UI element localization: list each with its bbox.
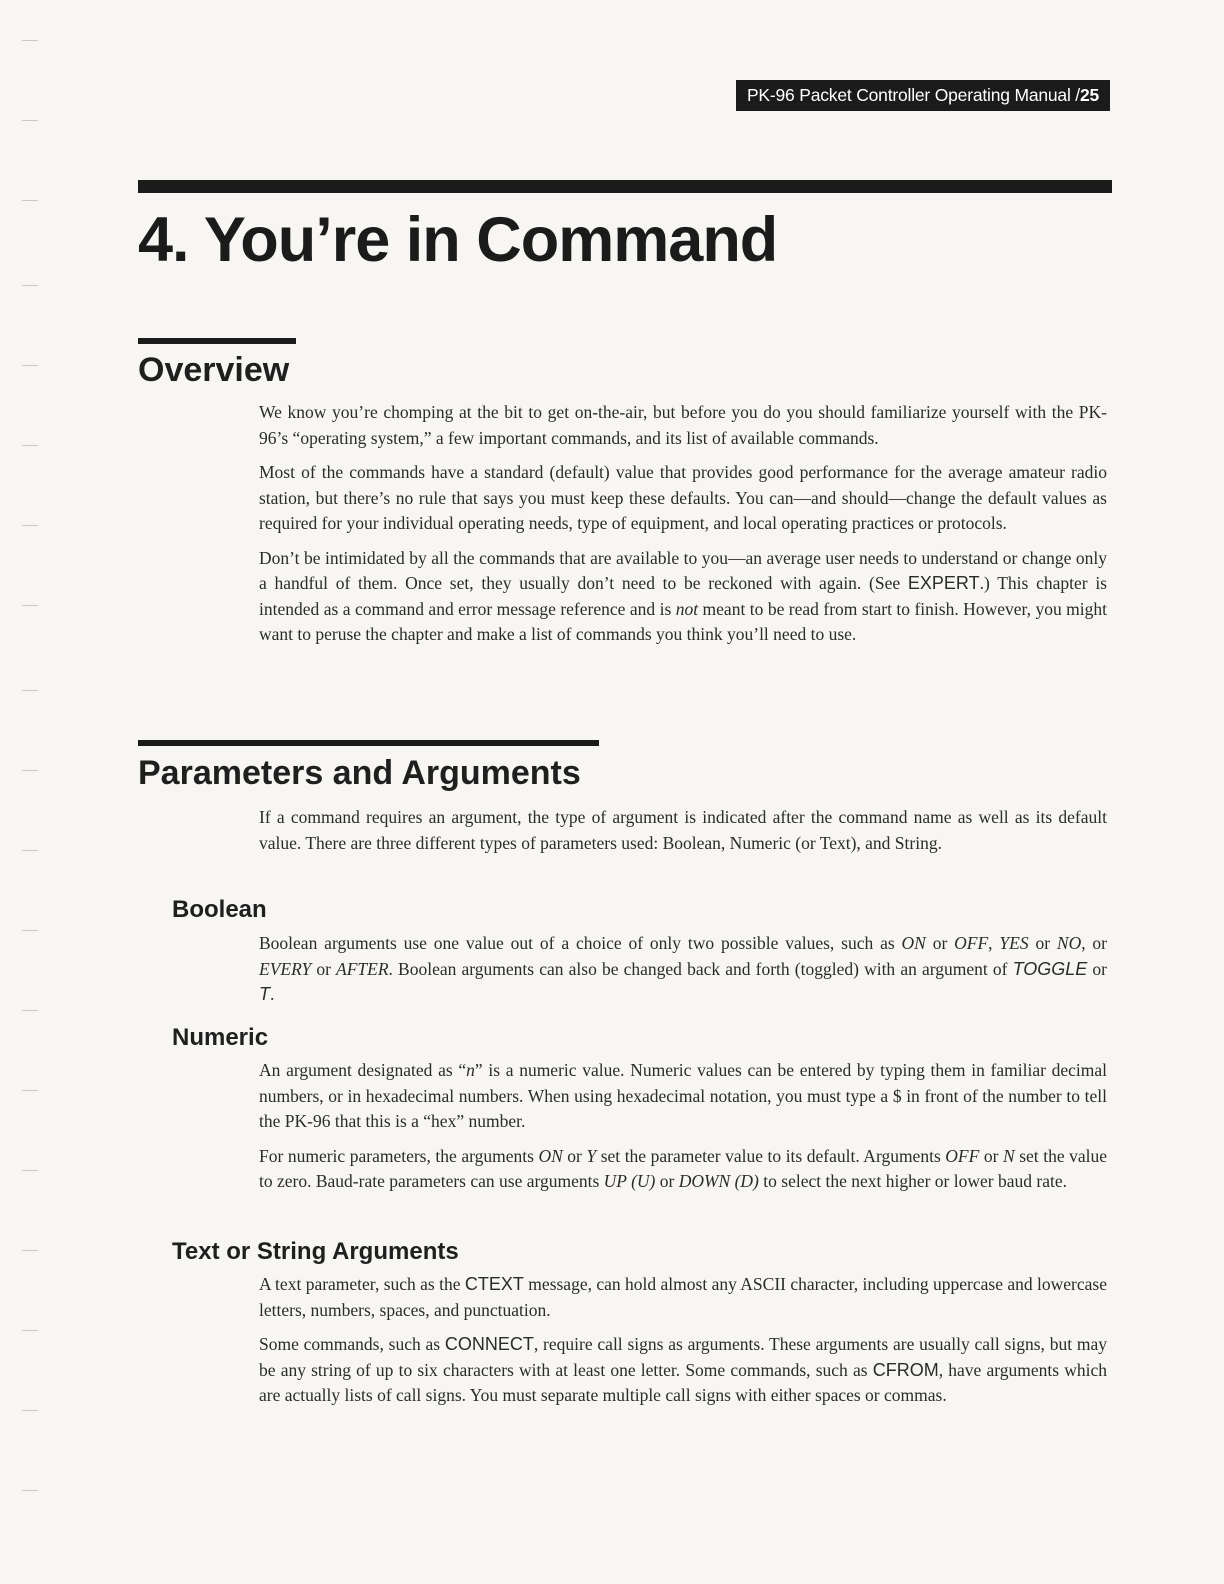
paragraph: Boolean arguments use one value out of a choice of only two possible values, such as ON or OFF, YES or NO, or EVERY or AFTER. Boolean arguments can also be changed back and forth (toggled) with an argument of TOGGLE or T. (259, 933, 1108, 1004)
parameters-body (259, 805, 1107, 865)
chapter-title: 4. You’re in Command (138, 205, 778, 275)
command-name: EXPERT (907, 573, 980, 593)
subsection-title-numeric: Numeric (172, 1024, 269, 1051)
paragraph: An argument designated as “n” is a numeric value. Numeric values can be entered by typing them in familiar decimal numbers, or in hexadecimal numbers. When using hexadecimal notation, you must type a $ in front of the number to tell the PK-96 that this is a “hex” number. (259, 1060, 1107, 1131)
paragraph: Some commands, such as CONNECT, require call signs as arguments. These arguments are usually call signs, but may be any string of up to six characters with at least one letter. Some commands, such as CFROM, have arguments which are actually lists of call signs. You must separate multiple call signs with either spaces or commas. (259, 1334, 1107, 1405)
running-header (736, 80, 1110, 111)
paragraph: A text parameter, such as the CTEXT message, can hold almost any ASCII character, including uppercase and lowercase letters, numbers, spaces, and punctuation. (259, 1274, 1107, 1320)
text-body (259, 1272, 1107, 1418)
command-name: CFROM (872, 1359, 939, 1380)
paragraph: If a command requires an argument, the type of argument is indicated after the command name as well as its default value. There are three different types of parameters used: Boolean, Numeric (or Text), and String. (259, 807, 1107, 853)
section-title-parameters: Parameters and Arguments (138, 754, 581, 792)
overview-body (259, 400, 1107, 657)
subsection-title-boolean: Boolean (172, 896, 267, 923)
scan-edge-marks (22, 0, 40, 1584)
paragraph: For numeric parameters, the arguments ON or Y set the parameter value to its default. Arguments OFF or N set the value to zero. Baud-rate parameters can use arguments UP (U) or DOWN (D) to select the next higher or lower baud rate. (259, 1145, 1108, 1191)
command-name: CTEXT (464, 1274, 524, 1294)
paragraph: Don’t be intimidated by all the commands that are available to you—an average user needs to understand or change only a handful of them. Once set, they usually don’t need to be reckoned with again. (See EXPERT.) This chapter is intended as a command and error message reference and is not meant to be read from start to finish. However, you might want to peruse the chapter and make a list of commands you think you’ll need to use. (259, 547, 1107, 644)
numeric-body (259, 1058, 1107, 1204)
boolean-body (259, 931, 1107, 1017)
paragraph: Most of the commands have a standard (default) value that provides good performance for the average amateur radio station, but there’s no rule that says you must keep these defaults. You can—and should—change the default values as required for your individual operating needs, type of equipment, and local operating practices or protocols. (259, 462, 1107, 533)
paragraph: We know you’re chomping at the bit to get on-the-air, but before you do you should familiarize yourself with the PK-96’s “operating system,” a few important commands, and its list of available commands. (259, 402, 1107, 448)
section-rule (138, 338, 296, 344)
running-header-title: PK-96 Packet Controller Operating Manual / (746, 85, 1080, 105)
subsection-title-text-or-string: Text or String Arguments (172, 1238, 459, 1265)
page-number: 25 (1079, 85, 1100, 105)
section-title-overview: Overview (138, 351, 290, 389)
section-rule (138, 740, 599, 746)
command-name: CONNECT (444, 1334, 534, 1354)
chapter-rule (138, 180, 1112, 193)
